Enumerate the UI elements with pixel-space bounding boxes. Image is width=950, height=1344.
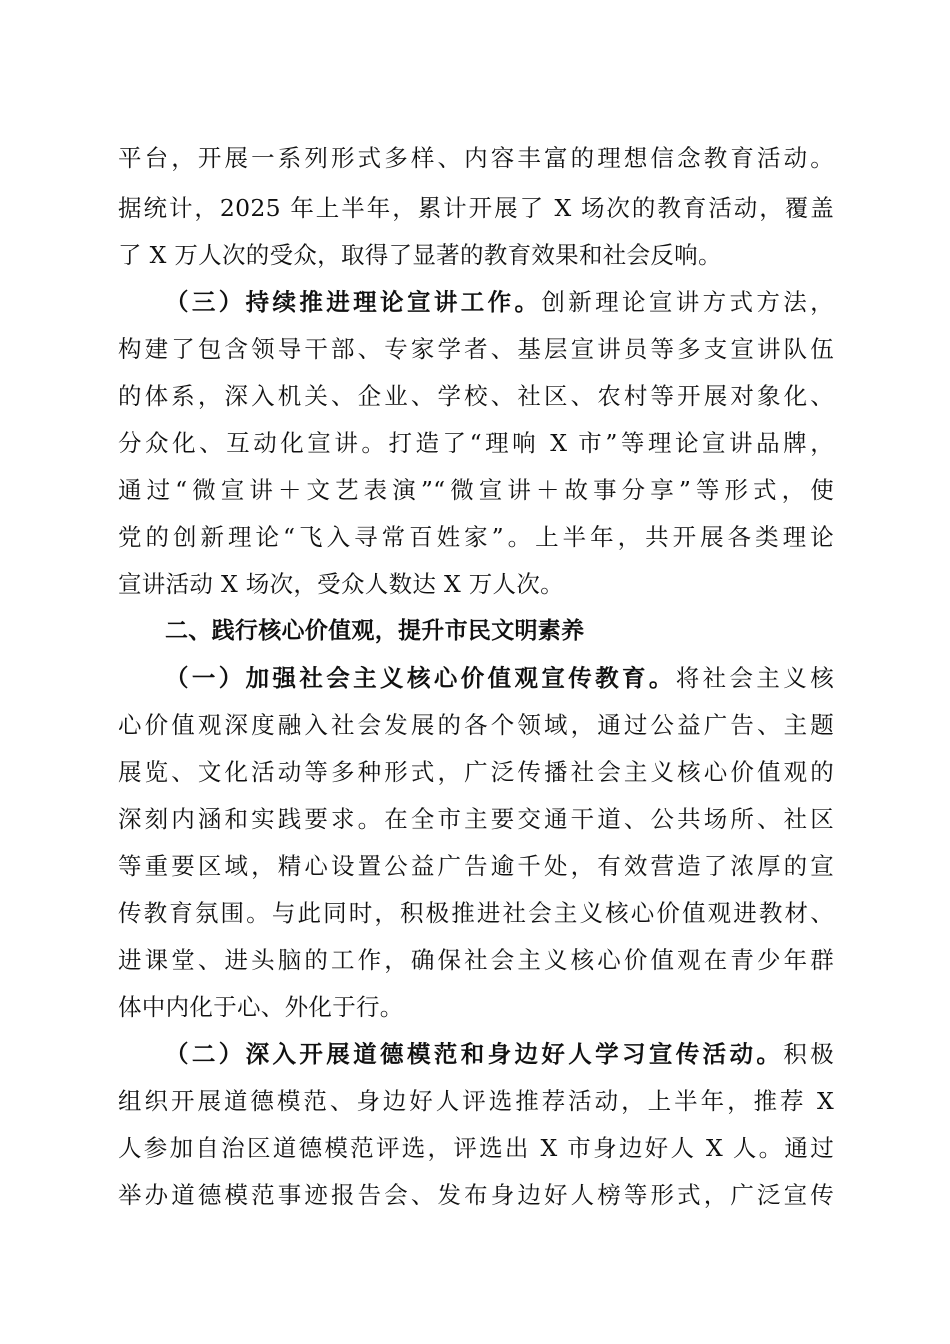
paragraph-text: 创新理论宣讲方式方法，	[541, 288, 834, 316]
paragraph-line: 举办道德模范事迹报告会、发布身边好人榜等形式，广泛宣传	[118, 1181, 834, 1209]
paragraph-first-line	[165, 285, 834, 319]
paragraph-line: 了 X 万人次的受众，取得了显著的教育效果和社会反响。	[118, 241, 722, 269]
paragraph-text: 将社会主义核	[675, 664, 834, 692]
section-heading: 二、践行核心价值观，提升市民文明素养	[165, 618, 585, 644]
paragraph-line: 传教育氛围。与此同时，积极推进社会主义核心价值观进教材、	[118, 899, 834, 927]
paragraph-line: 党的创新理论“飞入寻常百姓家”。上半年，共开展各类理论	[118, 523, 834, 551]
paragraph-line: 通过“微宣讲＋文艺表演”“微宣讲＋故事分享”等形式，使	[118, 476, 834, 504]
paragraph-line: 等重要区域，精心设置公益广告逾千处，有效营造了浓厚的宣	[118, 852, 834, 880]
subsection-heading: （一）加强社会主义核心价值观宣传教育。	[165, 664, 676, 692]
paragraph-line: 心价值观深度融入社会发展的各个领域，通过公益广告、主题	[118, 711, 834, 739]
paragraph-line: 人参加自治区道德模范评选，评选出 X 市身边好人 X 人。通过	[118, 1134, 834, 1162]
subsection-heading: （三）持续推进理论宣讲工作。	[165, 288, 542, 316]
paragraph-line: 展览、文化活动等多种形式，广泛传播社会主义核心价值观的	[118, 758, 834, 786]
paragraph-line: 据统计，2025 年上半年，累计开展了 X 场次的教育活动，覆盖	[118, 194, 834, 222]
paragraph-line: 构建了包含领导干部、专家学者、基层宣讲员等多支宣讲队伍	[118, 335, 834, 363]
paragraph-line: 深刻内涵和实践要求。在全市主要交通干道、公共场所、社区	[118, 805, 834, 833]
paragraph-line: 宣讲活动 X 场次，受众人数达 X 万人次。	[118, 570, 564, 598]
paragraph-first-line	[165, 1037, 834, 1071]
paragraph-line: 平台，开展一系列形式多样、内容丰富的理想信念教育活动。	[118, 144, 834, 172]
paragraph-line: 进课堂、进头脑的工作，确保社会主义核心价值观在青少年群	[118, 946, 834, 974]
paragraph-line: 组织开展道德模范、身边好人评选推荐活动，上半年，推荐 X	[118, 1087, 834, 1115]
subsection-heading: （二）深入开展道德模范和身边好人学习宣传活动。	[165, 1040, 784, 1068]
paragraph-line: 分众化、互动化宣讲。打造了“理响 X 市”等理论宣讲品牌，	[118, 429, 834, 457]
paragraph-text: 积极	[783, 1040, 834, 1068]
paragraph-first-line	[165, 661, 834, 695]
paragraph-line: 的体系，深入机关、企业、学校、社区、农村等开展对象化、	[118, 382, 834, 410]
paragraph-line: 体中内化于心、外化于行。	[118, 993, 404, 1021]
